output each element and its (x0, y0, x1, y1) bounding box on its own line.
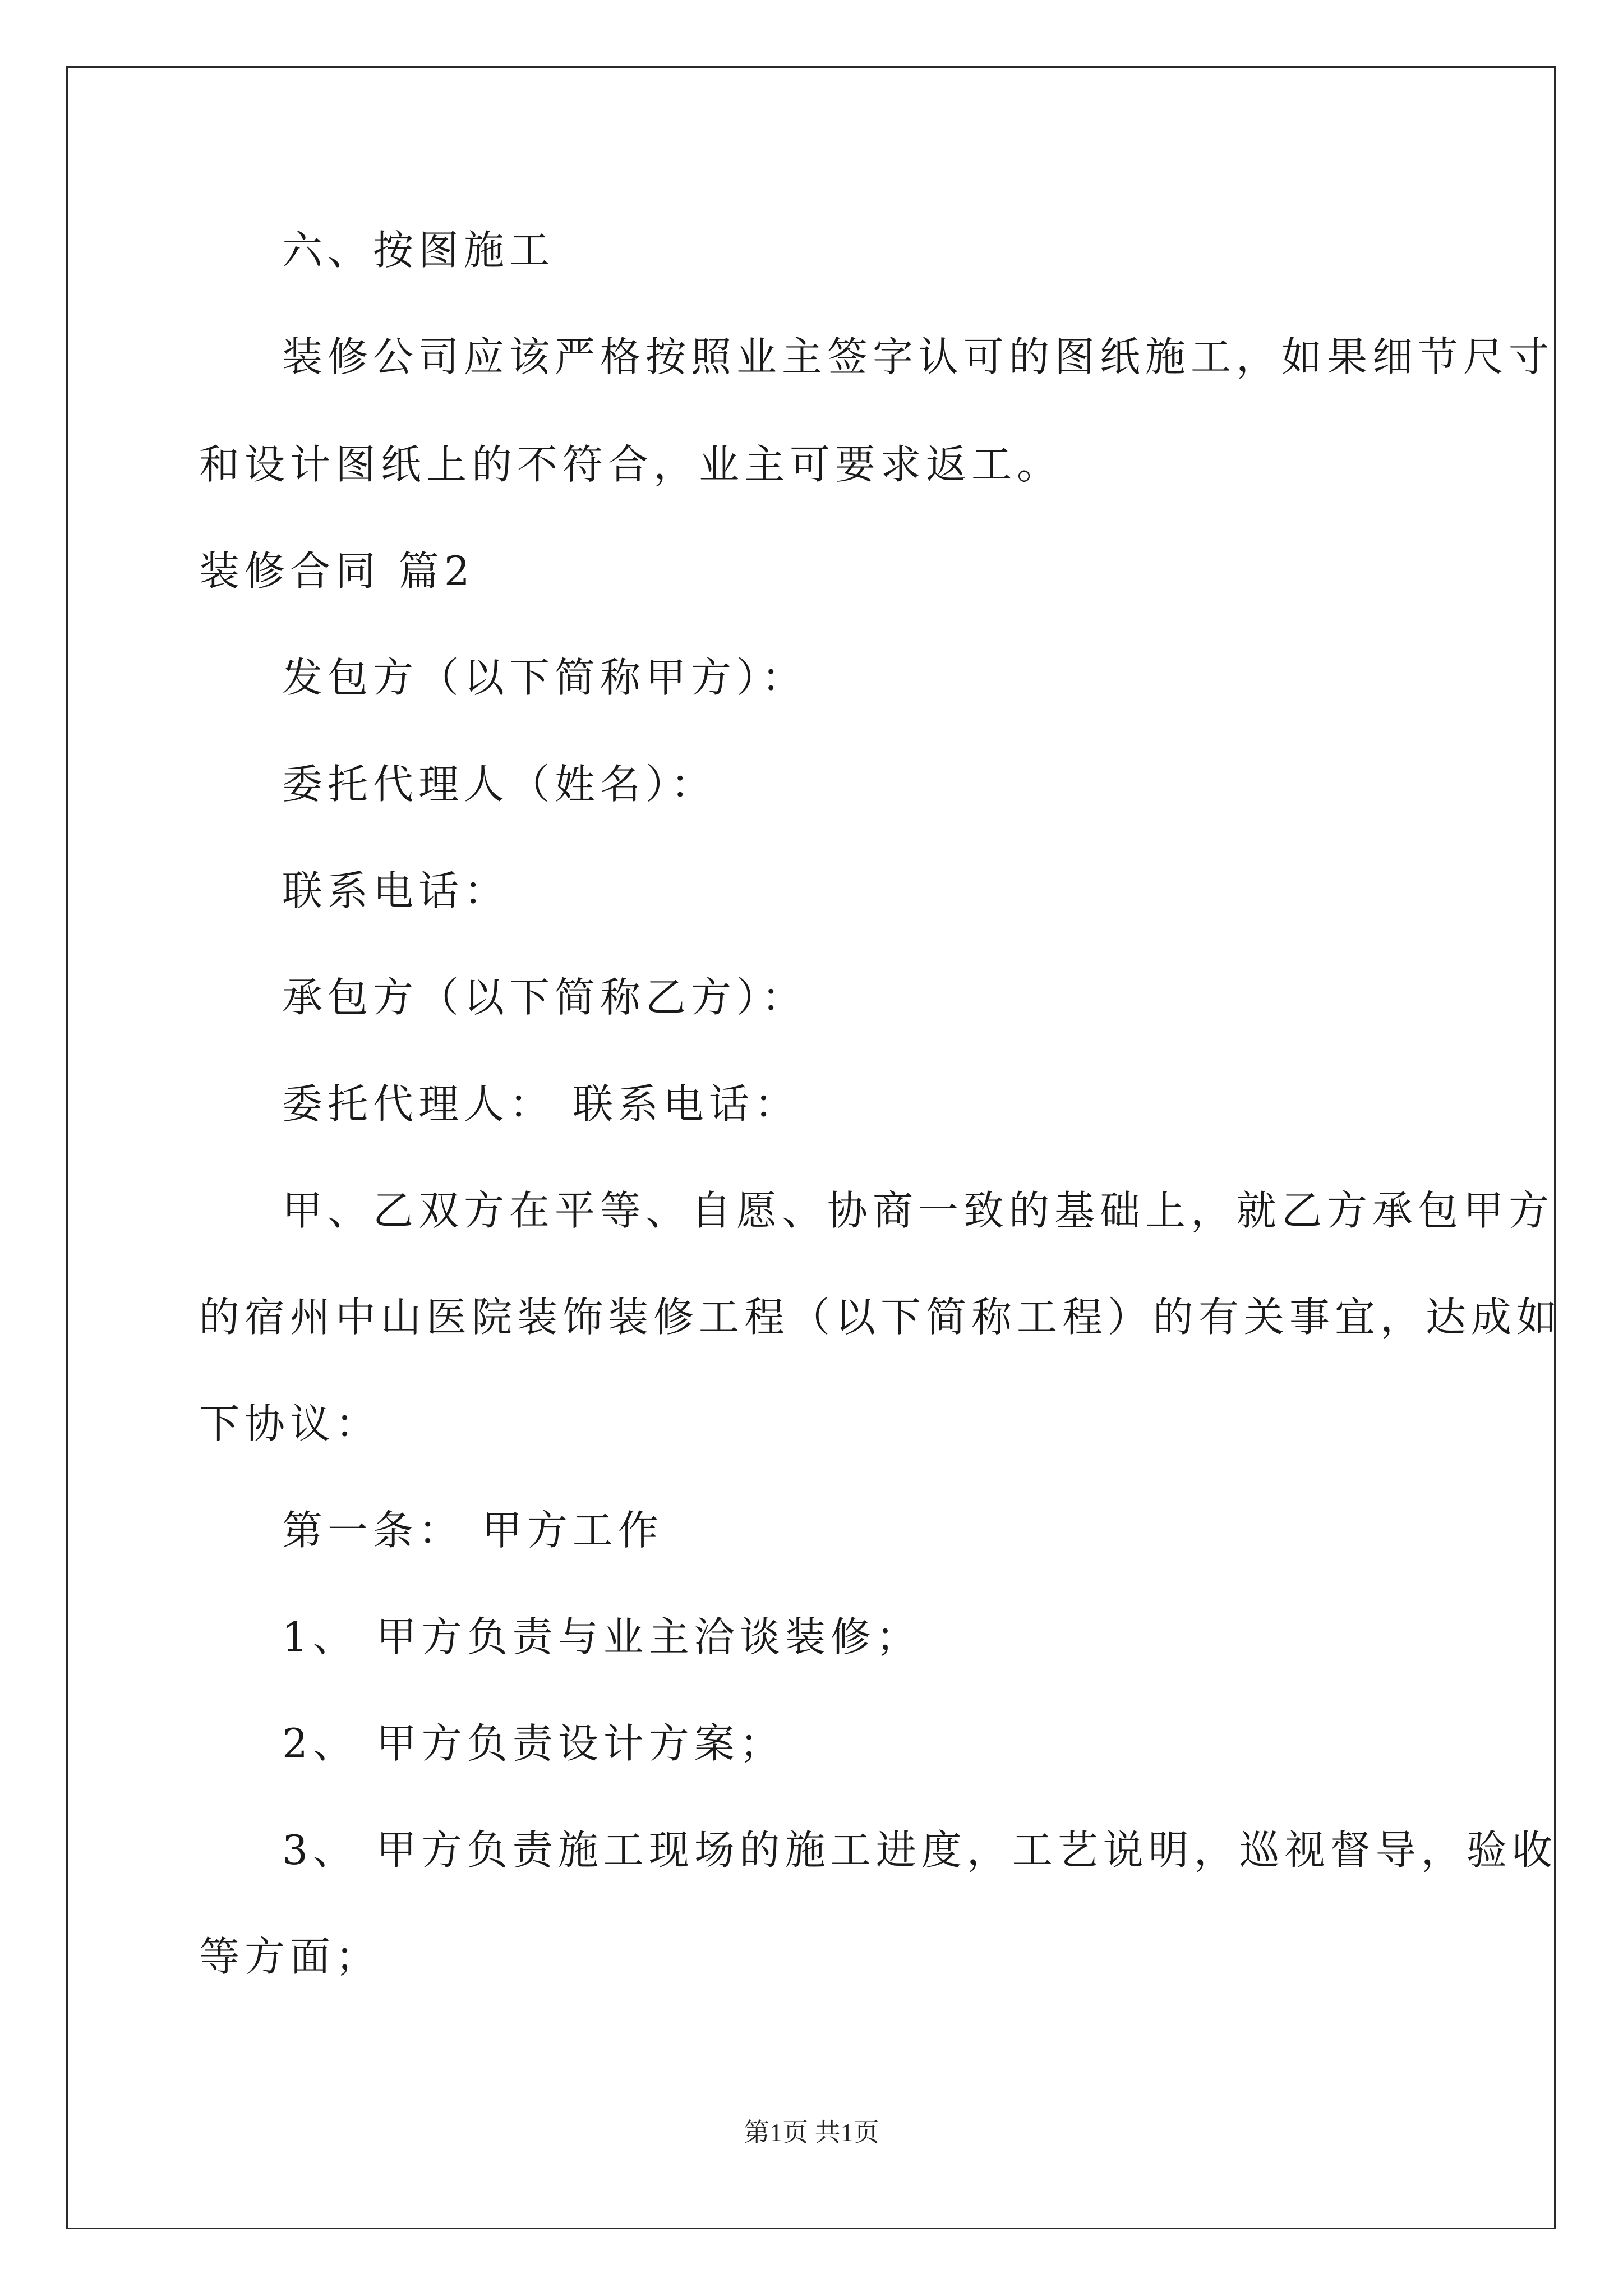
list-item: 3、 甲方负责施工现场的施工进度，工艺说明，巡视督导，验收 (282, 1826, 1557, 1874)
paragraph-line: 甲、乙双方在平等、自愿、协商一致的基础上，就乙方承包甲方 (282, 1187, 1555, 1234)
agent-name-label: 委托代理人（姓名）： (282, 761, 717, 808)
agent-phone-label: 委托代理人： 联系电话： (282, 1080, 800, 1128)
paragraph-line: 的宿州中山医院装饰装修工程（以下简称工程）的有关事宜，达成如 (199, 1294, 1562, 1341)
employer-label: 发包方（以下简称甲方）： (282, 654, 808, 701)
paragraph-line: 和设计图纸上的不符合，业主可要求返工。 (199, 441, 1063, 488)
article-one-heading: 第一条： 甲方工作 (282, 1507, 663, 1554)
page-border (66, 66, 1556, 2229)
contract-title: 装修合同 篇2 (199, 547, 475, 595)
paragraph-line: 下协议： (199, 1400, 381, 1447)
list-item-continuation: 等方面； (199, 1933, 381, 1980)
page-footer: 第1页 共1页 (744, 2118, 879, 2147)
list-item: 1、 甲方负责与业主洽谈装修； (282, 1613, 921, 1660)
list-item: 2、 甲方负责设计方案； (282, 1720, 785, 1767)
phone-label: 联系电话： (282, 867, 510, 914)
paragraph-line: 装修公司应该严格按照业主签字认可的图纸施工，如果细节尺寸 (282, 333, 1555, 380)
contractor-label: 承包方（以下简称乙方）： (282, 974, 808, 1021)
section-heading-six: 六、按图施工 (282, 227, 555, 274)
